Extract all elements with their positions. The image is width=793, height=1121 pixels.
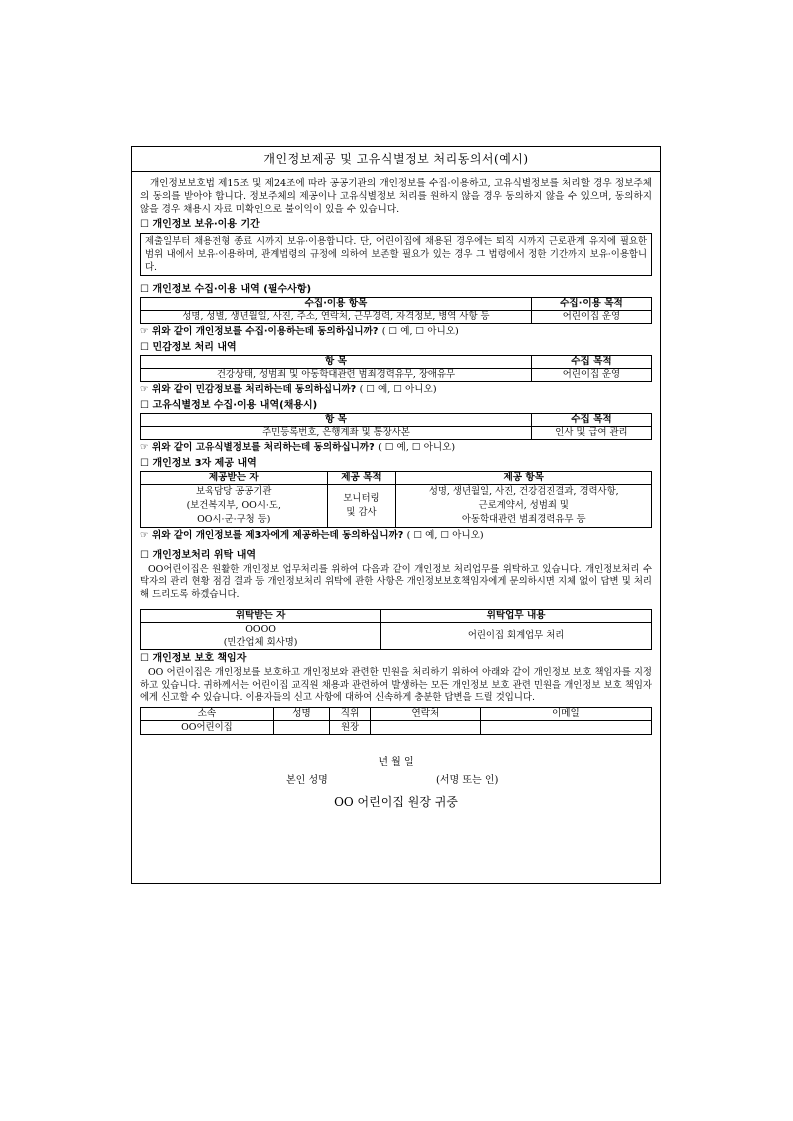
unique-consent-options[interactable]: ( ☐ 예, ☐ 아니오) (378, 442, 456, 453)
intro-paragraph: 개인정보보호법 제15조 및 제24조에 따라 공공기관의 개인정보를 수집·이용하고, 고유식별정보를 처리할 경우 정보주체의 동의를 받아야 합니다. 정보주체의 제공이나 고유식별정보 처리를 원하지 않을 경우 동의하지 않을 수 있으며, 동의하지 않을 경우 채용시 자료 미확인으로 불이익이 있을 수 있습니다. (140, 178, 652, 215)
sensitive-question-text: ☞ 위와 같이 민감정보를 처리하는데 동의하십니까? (140, 384, 357, 395)
officer-email[interactable] (480, 721, 651, 735)
third-col-receiver: 제공받는 자 (141, 472, 328, 485)
retention-text: 제출일부터 채용전형 종료 시까지 보유·이용합니다. 단, 어린이집에 채용된 경우에는 퇴직 시까지 근로관계 유지에 필요한 범위 내에서 보유·이용하며, 관계법령의 규정에 의하여 보존할 필요가 있는 경우 그 법령에서 정한 기간까지 보유·이용합니다. (140, 233, 652, 276)
third-items-line-1: 성명, 생년월일, 사진, 건강검진결과, 경력사항, (428, 486, 619, 497)
sensitive-consent-question (140, 383, 652, 397)
retention-heading: ☐ 개인정보 보유·이용 기간 (140, 219, 260, 230)
third-party-table (140, 471, 652, 528)
third-col-items: 제공 항목 (396, 472, 652, 485)
officer-col-name: 성명 (273, 708, 329, 721)
collection-item: 성명, 성별, 생년월일, 사진, 주소, 연락처, 근무경력, 자격정보, 병역 사항 등 (141, 311, 532, 324)
collection-col-purpose: 수집·이용 목적 (531, 298, 651, 311)
collection-purpose: 어린이집 운영 (531, 311, 651, 324)
officer-col-affiliation: 소속 (141, 708, 274, 721)
officer-heading: ☐ 개인정보 보호 책임자 (140, 653, 247, 665)
sensitive-consent-options[interactable]: ( ☐ 예, ☐ 아니오) (359, 384, 437, 395)
signature-addressee: OO 어린이집 원장 귀중 (334, 795, 458, 810)
consign-col-content: 위탁업무 내용 (381, 610, 652, 623)
third-items (396, 485, 652, 528)
officer-name[interactable] (273, 721, 329, 735)
officer-col-contact: 연락처 (370, 708, 480, 721)
third-purpose-line-1: 모니터링 (343, 493, 380, 504)
unique-col-item: 항 목 (141, 414, 532, 427)
third-purpose-line-2: 및 감사 (346, 507, 377, 518)
third-col-purpose: 제공 목적 (327, 472, 396, 485)
third-party-heading: ☐ 개인정보 3자 제공 내역 (140, 458, 257, 469)
consign-receiver-line-2: (민간업체 회사명) (223, 637, 298, 649)
collection-question-text: ☞ 위와 같이 개인정보를 수집·이용하는데 동의하십니까? (140, 326, 379, 337)
third-items-line-2: 근로계약서, 성범죄 및 (478, 500, 569, 511)
unique-item: 주민등록번호, 은행계좌 및 통장사본 (141, 427, 532, 440)
third-receiver (141, 485, 328, 528)
officer-text: OO 어린이집은 개인정보를 보호하고 개인정보와 관련한 민원을 처리하기 위하여 아래와 같이 개인정보 보호 책임자를 지정하고 있습니다. 귀하께서는 어린이집 교직원 채용과 관련하여 발생하는 모든 개인정보 보호 관련 민원을 개인정보 보호 책임자에게 신고할 수 있습니다. 이용자들의 신고 사항에 대하여 신속하게 충분한 답변을 드릴 것입니다. (140, 667, 652, 704)
signature-date[interactable]: 년 월 일 (378, 757, 414, 769)
form-title: 개인정보제공 및 고유식별정보 처리동의서(예시) (132, 147, 660, 172)
collection-heading: ☐ 개인정보 수집·이용 내역 (필수사항) (140, 284, 312, 295)
third-consent-question (140, 529, 652, 543)
collection-col-item: 수집·이용 항목 (141, 298, 532, 311)
officer-contact[interactable] (370, 721, 480, 735)
officer-affiliation: OO어린이집 (141, 721, 274, 735)
third-receiver-line-1: 보육담당 공공기관 (196, 486, 272, 497)
unique-consent-question (140, 441, 652, 455)
consent-form (131, 146, 661, 884)
signature-hint[interactable]: (서명 또는 인) (436, 775, 499, 787)
third-items-line-3: 아동학대관련 범죄경력유무 등 (461, 514, 586, 525)
sensitive-purpose: 어린이집 운영 (531, 369, 651, 382)
sensitive-table (140, 355, 652, 382)
consign-heading: ☐ 개인정보처리 위탁 내역 (140, 550, 257, 561)
third-receiver-line-2: (보건복지부, OO시·도, (186, 500, 281, 511)
collection-consent-question (140, 325, 652, 339)
third-question-text: ☞ 위와 같이 개인정보를 제3자에게 제공하는데 동의하십니까? (140, 530, 404, 541)
unique-question-text: ☞ 위와 같이 고유식별정보를 처리하는데 동의하십니까? (140, 442, 375, 453)
officer-table (140, 707, 652, 735)
unique-heading: ☐ 고유식별정보 수집·이용 내역(채용시) (140, 400, 318, 411)
sensitive-item: 건강상태, 성범죄 및 아동학대관련 범죄경력유무, 장애유무 (141, 369, 532, 382)
officer-col-position: 직위 (330, 708, 371, 721)
signature-name-label: 본인 성명 (286, 775, 328, 787)
third-receiver-line-3: OO시·군·구청 등) (197, 514, 271, 525)
consign-receiver (141, 623, 381, 650)
sensitive-col-item: 항 목 (141, 356, 532, 369)
collection-consent-options[interactable]: ( ☐ 예, ☐ 아니오) (381, 326, 459, 337)
third-purpose (327, 485, 396, 528)
consign-table (140, 609, 652, 650)
consign-text: OO어린이집은 원활한 개인정보 업무처리를 위하여 다음과 같이 개인정보 처리업무를 위탁하고 있습니다. 개인정보처리 수탁자의 관리 현황 점검 결과 등 개인정보처리 위탁에 관한 사항은 개인정보보호책임자에게 문의하시면 지체 없이 답변 및 처리해 드리도록 하겠습니다. (140, 564, 652, 600)
collection-table (140, 297, 652, 324)
unique-purpose: 인사 및 급여 관리 (531, 427, 651, 440)
third-consent-options[interactable]: ( ☐ 예, ☐ 아니오) (406, 530, 484, 541)
officer-position: 원장 (330, 721, 371, 735)
sensitive-col-purpose: 수집 목적 (531, 356, 651, 369)
consign-receiver-line-1: OOOO (245, 624, 276, 636)
consign-col-receiver: 위탁받는 자 (141, 610, 381, 623)
unique-col-purpose: 수집 목적 (531, 414, 651, 427)
consign-content: 어린이집 회계업무 처리 (381, 623, 652, 650)
officer-col-email: 이메일 (480, 708, 651, 721)
unique-table (140, 413, 652, 440)
signature-line (140, 771, 652, 785)
sensitive-heading: ☐ 민감정보 처리 내역 (140, 342, 237, 353)
